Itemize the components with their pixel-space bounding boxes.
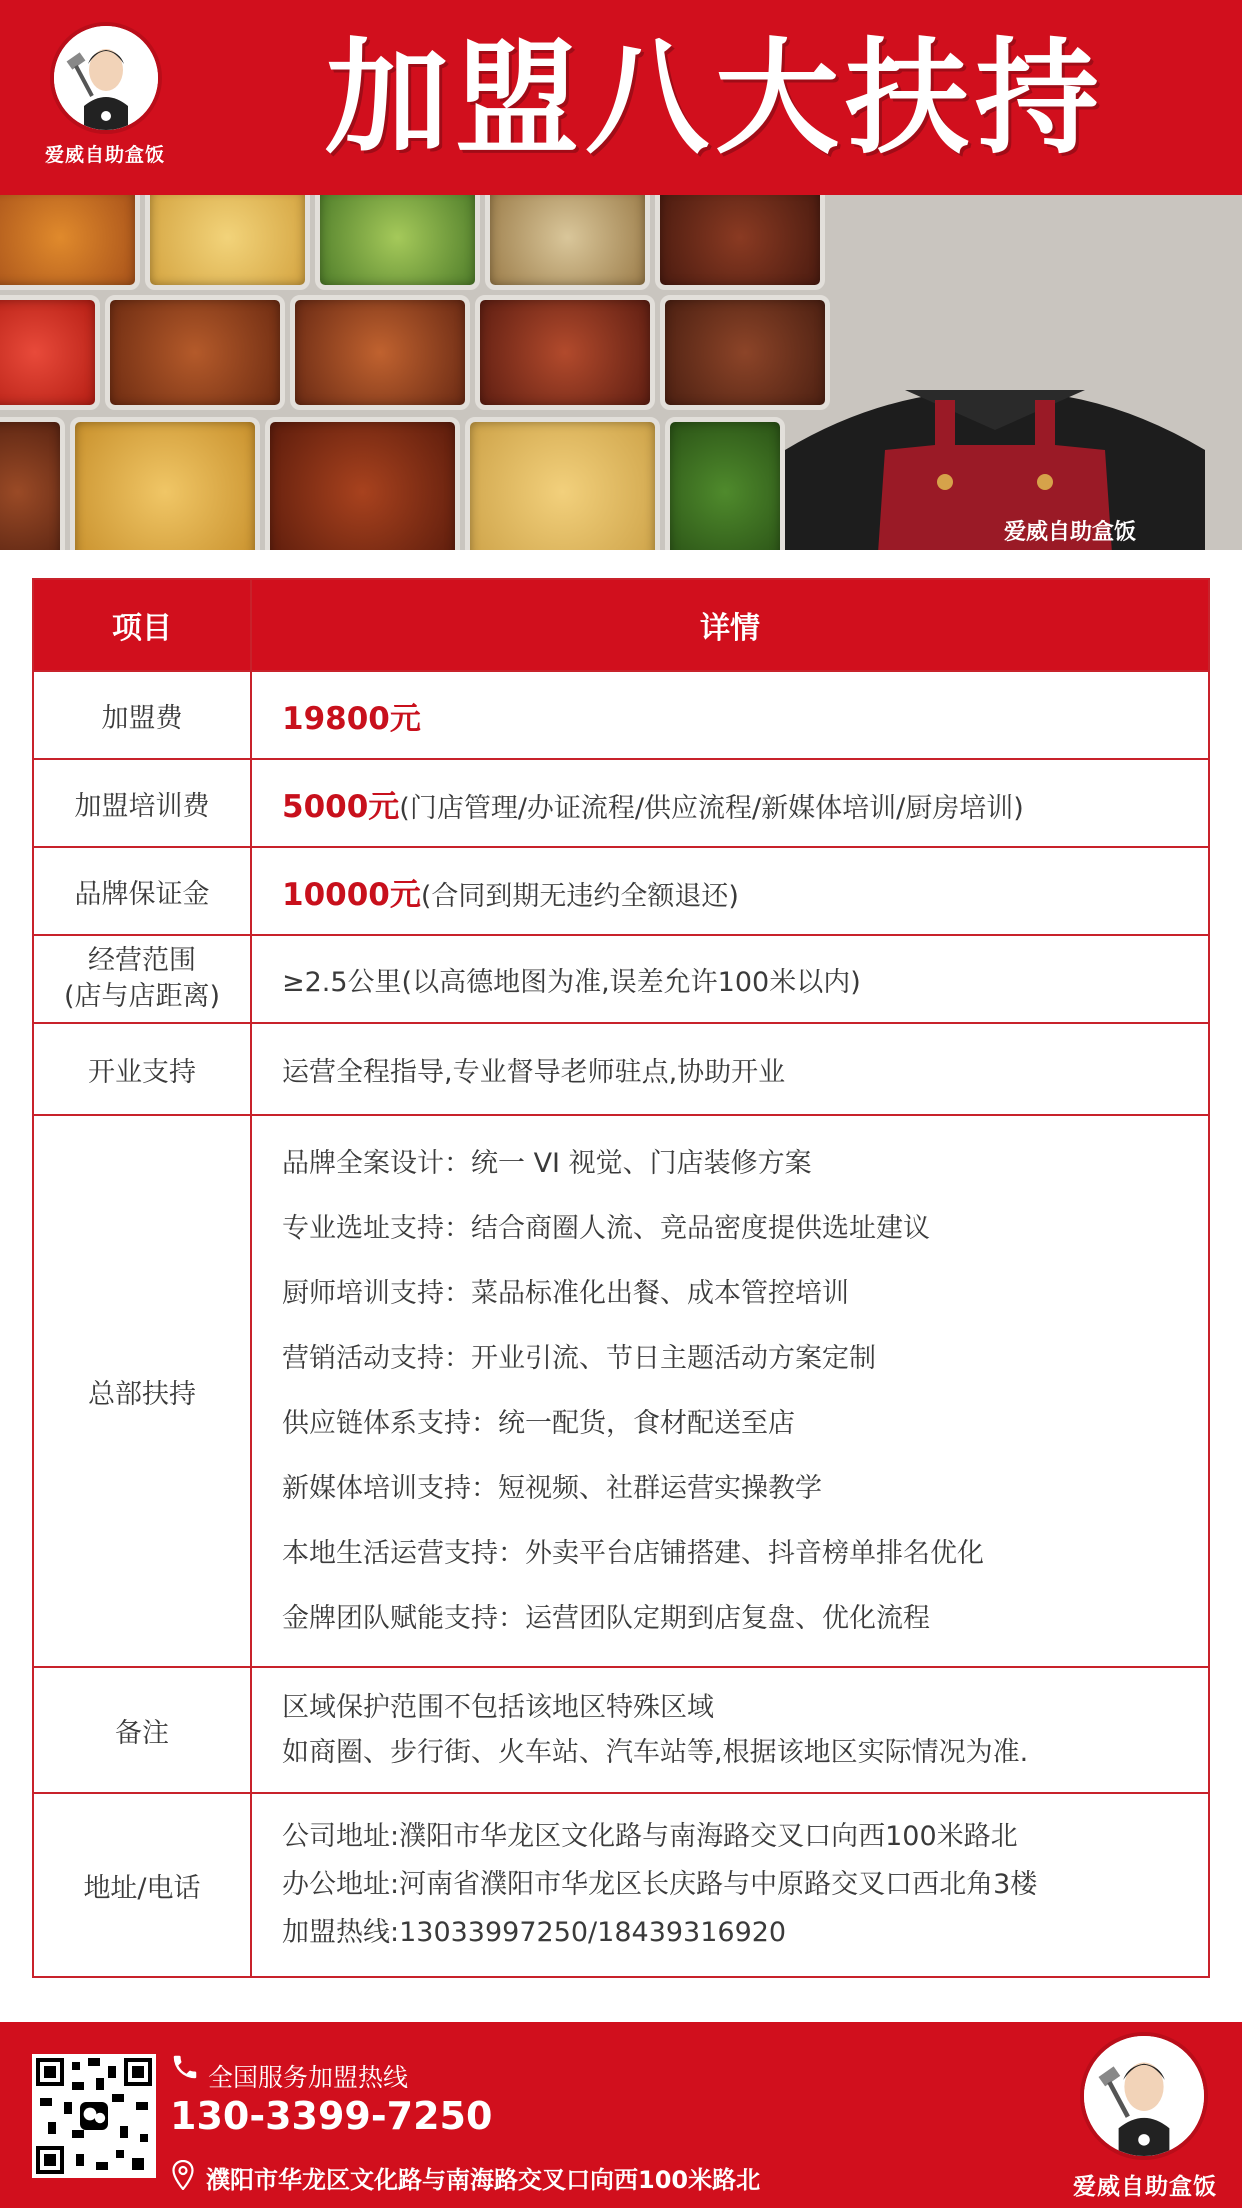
- chef-logo-icon: [1080, 2032, 1208, 2160]
- row-label: 加盟培训费: [33, 759, 251, 847]
- row-detail: [251, 1667, 1209, 1793]
- remark-line: 区域保护范围不包括该地区特殊区域: [282, 1692, 714, 1723]
- list-item: 供应链体系支持：统一配货，食材配送至店: [282, 1408, 795, 1439]
- qr-code-icon[interactable]: [32, 2054, 156, 2178]
- table-row-training-fee: [33, 759, 1209, 847]
- table-row-hq-support: [33, 1115, 1209, 1667]
- page-title: 加盟八大扶持: [325, 27, 1106, 171]
- table-row-contact: [33, 1793, 1209, 1977]
- hotline-number[interactable]: 130-3399-7250: [170, 2094, 493, 2138]
- table-header-row: [33, 579, 1209, 671]
- label-line: (店与店距离): [63, 981, 221, 1012]
- table-row-deposit: [33, 847, 1209, 935]
- row-detail: [251, 671, 1209, 759]
- list-item: 品牌全案设计：统一 VI 视觉、门店装修方案: [282, 1148, 812, 1179]
- row-detail: 运营全程指导,专业督导老师驻点,协助开业: [251, 1023, 1209, 1115]
- row-label: 加盟费: [33, 671, 251, 759]
- row-label: 地址/电话: [33, 1793, 251, 1977]
- row-detail: ≥2.5公里(以高德地图为准,误差允许100米以内): [251, 935, 1209, 1023]
- table-row-franchise-fee: [33, 671, 1209, 759]
- apron-caption: 爱威自助盒饭: [1003, 520, 1136, 545]
- row-label: 品牌保证金: [33, 847, 251, 935]
- row-detail: [251, 759, 1209, 847]
- table-row-opening: [33, 1023, 1209, 1115]
- list-item: 金牌团队赋能支持：运营团队定期到店复盘、优化流程: [282, 1603, 930, 1634]
- franchise-support-table: [32, 578, 1210, 1978]
- food-banner-photo: [0, 195, 1242, 550]
- brand-caption-footer: 爱威自助盒饭: [1073, 2174, 1217, 2200]
- label-line: 经营范围: [88, 945, 196, 976]
- contact-line: 加盟热线:13033997250/18439316920: [282, 1917, 787, 1948]
- remark-line: 如商圈、步行街、火车站、汽车站等,根据该地区实际情况为准.: [282, 1737, 1029, 1768]
- row-detail: [251, 847, 1209, 935]
- list-item: 新媒体培训支持：短视频、社群运营实操教学: [282, 1473, 822, 1504]
- price-value: 19800元: [282, 700, 421, 737]
- row-detail: [251, 1115, 1209, 1667]
- row-label: 备注: [33, 1667, 251, 1793]
- list-item: 本地生活运营支持：外卖平台店铺搭建、抖音榜单排名优化: [282, 1538, 984, 1569]
- hotline-label: 全国服务加盟热线: [208, 2063, 409, 2092]
- table-row-scope: [33, 935, 1209, 1023]
- brand-logo-footer: [1060, 2032, 1230, 2202]
- price-value: 5000元: [282, 788, 400, 825]
- price-value: 10000元: [282, 876, 421, 913]
- row-label: 开业支持: [33, 1023, 251, 1115]
- header-detail: 详情: [251, 579, 1209, 671]
- header: [0, 0, 1242, 195]
- brand-logo: [30, 22, 180, 174]
- detail-text: (合同到期无违约全额退还): [420, 880, 739, 912]
- footer: [0, 2022, 1242, 2208]
- contact-line: 公司地址:濮阳市华龙区文化路与南海路交叉口向西100米路北: [282, 1821, 1018, 1852]
- row-label: 总部扶持: [33, 1115, 251, 1667]
- table-row-remark: [33, 1667, 1209, 1793]
- row-detail: [251, 1793, 1209, 1977]
- phone-icon: [170, 2052, 200, 2082]
- list-item: 营销活动支持：开业引流、节日主题活动方案定制: [282, 1343, 876, 1374]
- detail-text: (门店管理/办证流程/供应流程/新媒体培训/厨房培训): [399, 792, 1024, 824]
- header-item: 项目: [33, 579, 251, 671]
- brand-caption: 爱威自助盒饭: [44, 144, 165, 166]
- chef-logo-icon: [50, 22, 162, 134]
- contact-line: 办公地址:河南省濮阳市华龙区长庆路与中原路交叉口西北角3楼: [282, 1869, 1038, 1900]
- list-item: 厨师培训支持：菜品标准化出餐、成本管控培训: [282, 1278, 849, 1309]
- footer-address: 濮阳市华龙区文化路与南海路交叉口向西100米路北: [206, 2166, 761, 2194]
- row-label: [33, 935, 251, 1023]
- location-pin-icon: [172, 2160, 194, 2190]
- list-item: 专业选址支持：结合商圈人流、竞品密度提供选址建议: [282, 1213, 930, 1244]
